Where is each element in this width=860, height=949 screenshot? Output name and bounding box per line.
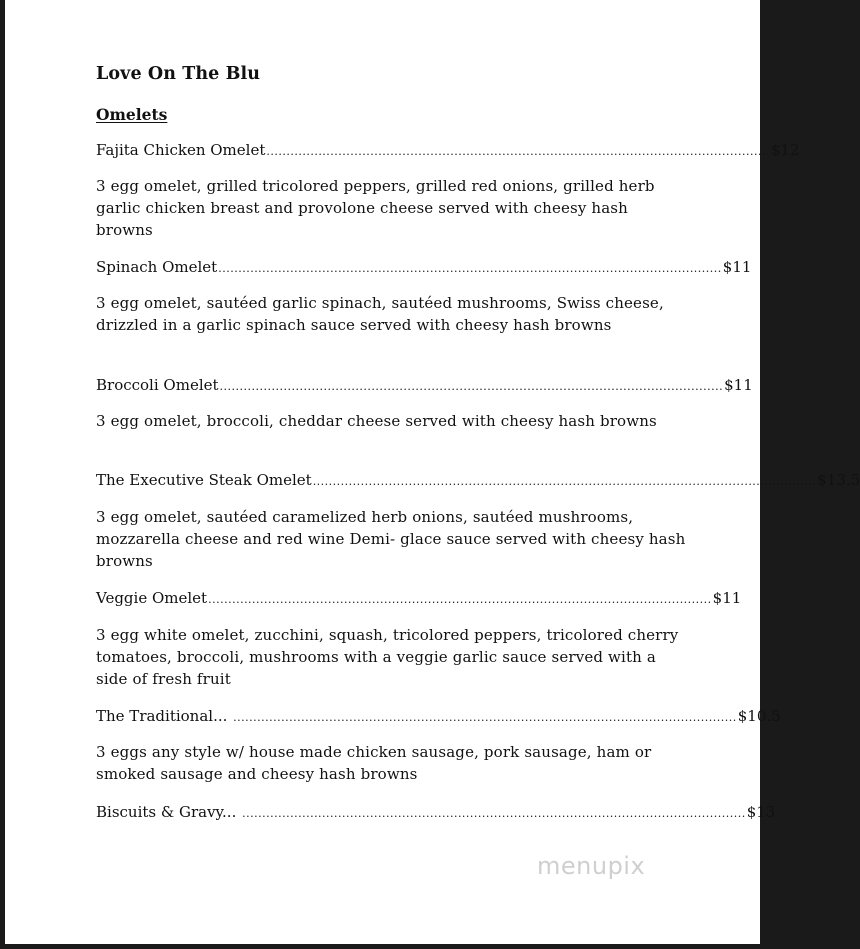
menu-item-spinach-omelet bbox=[96, 257, 752, 279]
item-price: $11 bbox=[724, 376, 753, 394]
dot-leader: .............................................................................................................................. bbox=[233, 711, 737, 724]
restaurant-name: Love On The Blu bbox=[96, 64, 261, 84]
item-name: Broccoli Omelet bbox=[96, 376, 219, 394]
item-price: $12 bbox=[770, 141, 800, 159]
dot-leader: .............................................................................................................................. bbox=[242, 807, 746, 820]
item-description: 3 egg white omelet, zucchini, squash, tricolored peppers, tricolored cherry tomatoes, broccoli, mushrooms with a veggie garlic sauce served with a side of fresh fruit bbox=[96, 626, 679, 688]
item-name: Spinach Omelet bbox=[96, 258, 218, 276]
menu-page bbox=[5, 0, 860, 944]
menu-item-biscuits-and-gravy bbox=[96, 802, 776, 824]
item-price: $13.5 bbox=[817, 471, 860, 489]
item-description: 3 egg omelet, sautéed caramelized herb onions, sautéed mushrooms, mozzarella cheese and red wine Demi- glace sauce served with cheesy hash browns bbox=[96, 508, 686, 570]
item-price: $10.5 bbox=[737, 707, 781, 725]
item-price: $11 bbox=[712, 589, 742, 607]
menu-item-veggie-omelet bbox=[96, 588, 742, 610]
dot-leader: .............................................................................................................................. bbox=[266, 145, 770, 158]
dot-leader: .............................................................................................................................. bbox=[208, 593, 712, 606]
menu-item-the-traditional bbox=[96, 706, 781, 728]
watermark-logo: menupix bbox=[537, 852, 646, 880]
menu-item-broccoli-omelet bbox=[96, 375, 753, 397]
item-name: The Executive Steak Omelet bbox=[96, 471, 312, 489]
item-price: $11 bbox=[722, 258, 752, 276]
item-name: Fajita Chicken Omelet bbox=[96, 141, 266, 159]
item-name: Veggie Omelet bbox=[96, 589, 208, 607]
item-name: The Traditional... bbox=[96, 707, 233, 725]
dot-leader: .............................................................................................................................. bbox=[219, 380, 724, 393]
item-price: $13 bbox=[746, 803, 776, 821]
item-description: 3 egg omelet, sautéed garlic spinach, sautéed mushrooms, Swiss cheese, drizzled in a garlic spinach sauce served with cheesy hash browns bbox=[96, 294, 664, 334]
menu-item-fajita-chicken-omelet bbox=[96, 140, 800, 162]
item-name: Biscuits & Gravy... bbox=[96, 803, 242, 821]
menu-item-executive-steak-omelet bbox=[96, 470, 860, 492]
item-description: 3 egg omelet, grilled tricolored peppers, grilled red onions, grilled herb garlic chicken breast and provolone cheese served with cheesy hash browns bbox=[96, 177, 655, 239]
item-description: 3 egg omelet, broccoli, cheddar cheese served with cheesy hash browns bbox=[96, 412, 657, 430]
dot-leader: .............................................................................................................................. bbox=[218, 262, 722, 275]
item-description: 3 eggs any style w/ house made chicken sausage, pork sausage, ham or smoked sausage and cheesy hash browns bbox=[96, 743, 652, 783]
dot-leader: .............................................................................................................................. bbox=[312, 475, 817, 488]
section-title-omelets: Omelets bbox=[96, 105, 168, 124]
